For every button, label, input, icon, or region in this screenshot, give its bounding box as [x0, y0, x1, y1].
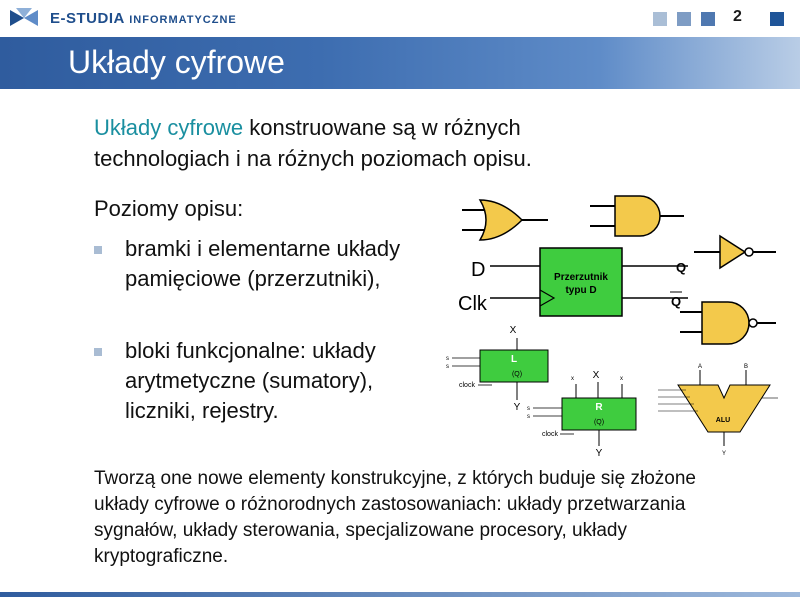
footer-line	[0, 592, 800, 597]
flipflop-input-d: D	[471, 259, 486, 281]
block-l-clock: clock	[459, 382, 475, 389]
block-r-xp: x	[571, 376, 574, 382]
block-r-bottom-label: Y	[595, 448, 603, 459]
alu-block	[658, 364, 778, 457]
bullet-item-blocks	[94, 336, 454, 426]
block-r	[527, 370, 636, 459]
block-r-sub: (Q)	[593, 419, 605, 426]
bullet-text: bloki funkcjonalne: układy arytmetyczne (sumatory), liczniki, rejestry.	[125, 338, 376, 423]
bullet-square-icon	[94, 348, 102, 356]
flipflop-output-q: Q	[676, 260, 687, 275]
bullet-item-gates	[94, 234, 454, 294]
or-gate-icon	[462, 200, 548, 240]
flipflop-label-1: Przerzutnik	[554, 272, 608, 283]
brand-name	[50, 10, 237, 27]
bullet-square-icon	[94, 246, 102, 254]
flipflop-output-qbar: Q	[671, 294, 682, 309]
nav-square-4[interactable]	[770, 12, 784, 26]
block-r-s1: s	[527, 406, 530, 412]
block-l-top-label: X	[509, 325, 517, 336]
block-l-sub: (Q)	[511, 371, 523, 378]
block-l	[446, 325, 548, 413]
alu-input-a: A	[698, 364, 703, 370]
block-l-s1: s	[446, 356, 449, 362]
alu-input-b: B	[744, 364, 749, 370]
nav-square-1[interactable]	[653, 12, 667, 26]
block-l-bottom-label: Y	[513, 402, 521, 413]
and-gate-2-icon	[680, 302, 776, 344]
bullet-text: bramki i elementarne układy pamięciowe (przerzutniki),	[125, 236, 401, 291]
block-r-xl: x	[620, 376, 623, 382]
intro-rest: konstruowane są w różnych technologiach i na różnych poziomach opisu.	[94, 115, 532, 171]
block-r-s2: s	[527, 414, 530, 420]
page-number: 2	[733, 8, 742, 25]
not-gate-icon	[694, 236, 776, 268]
levels-heading: Poziomy opisu:	[94, 196, 244, 221]
intro-paragraph	[94, 112, 654, 174]
block-r-top-label: X	[592, 370, 600, 381]
flipflop-label-2: typu D	[565, 285, 597, 296]
block-r-clock: clock	[542, 431, 558, 438]
block-l-s2: s	[446, 364, 449, 370]
alu-label: ALU	[715, 417, 731, 424]
alu-output-y: Y	[721, 451, 727, 457]
and-gate-icon	[590, 196, 684, 236]
intro-highlight: Układy cyfrowe	[94, 115, 244, 140]
flipflop-input-clk: Clk	[458, 293, 487, 315]
circuit-diagram	[440, 180, 790, 460]
brand-sub: INFORMATYCZNE	[129, 14, 237, 26]
block-r-name: R	[595, 402, 603, 413]
slide-title: Układy cyfrowe	[68, 44, 285, 80]
d-flipflop	[458, 248, 688, 316]
nav-square-2[interactable]	[677, 12, 691, 26]
estudia-logo-icon	[8, 6, 40, 30]
bottom-paragraph: Tworzą one nowe elementy konstrukcyjne, z których buduje się złożone układy cyfrowe o różnorodnych zastosowaniach: układy przetwarzania sygnałów, układy sterowania, specjalizowane procesory, układy kryptograficzne.	[94, 468, 696, 567]
brand-main: E-STUDIA	[50, 10, 125, 27]
top-bar	[0, 0, 800, 36]
block-l-name: L	[510, 354, 518, 365]
nav-square-3[interactable]	[701, 12, 715, 26]
